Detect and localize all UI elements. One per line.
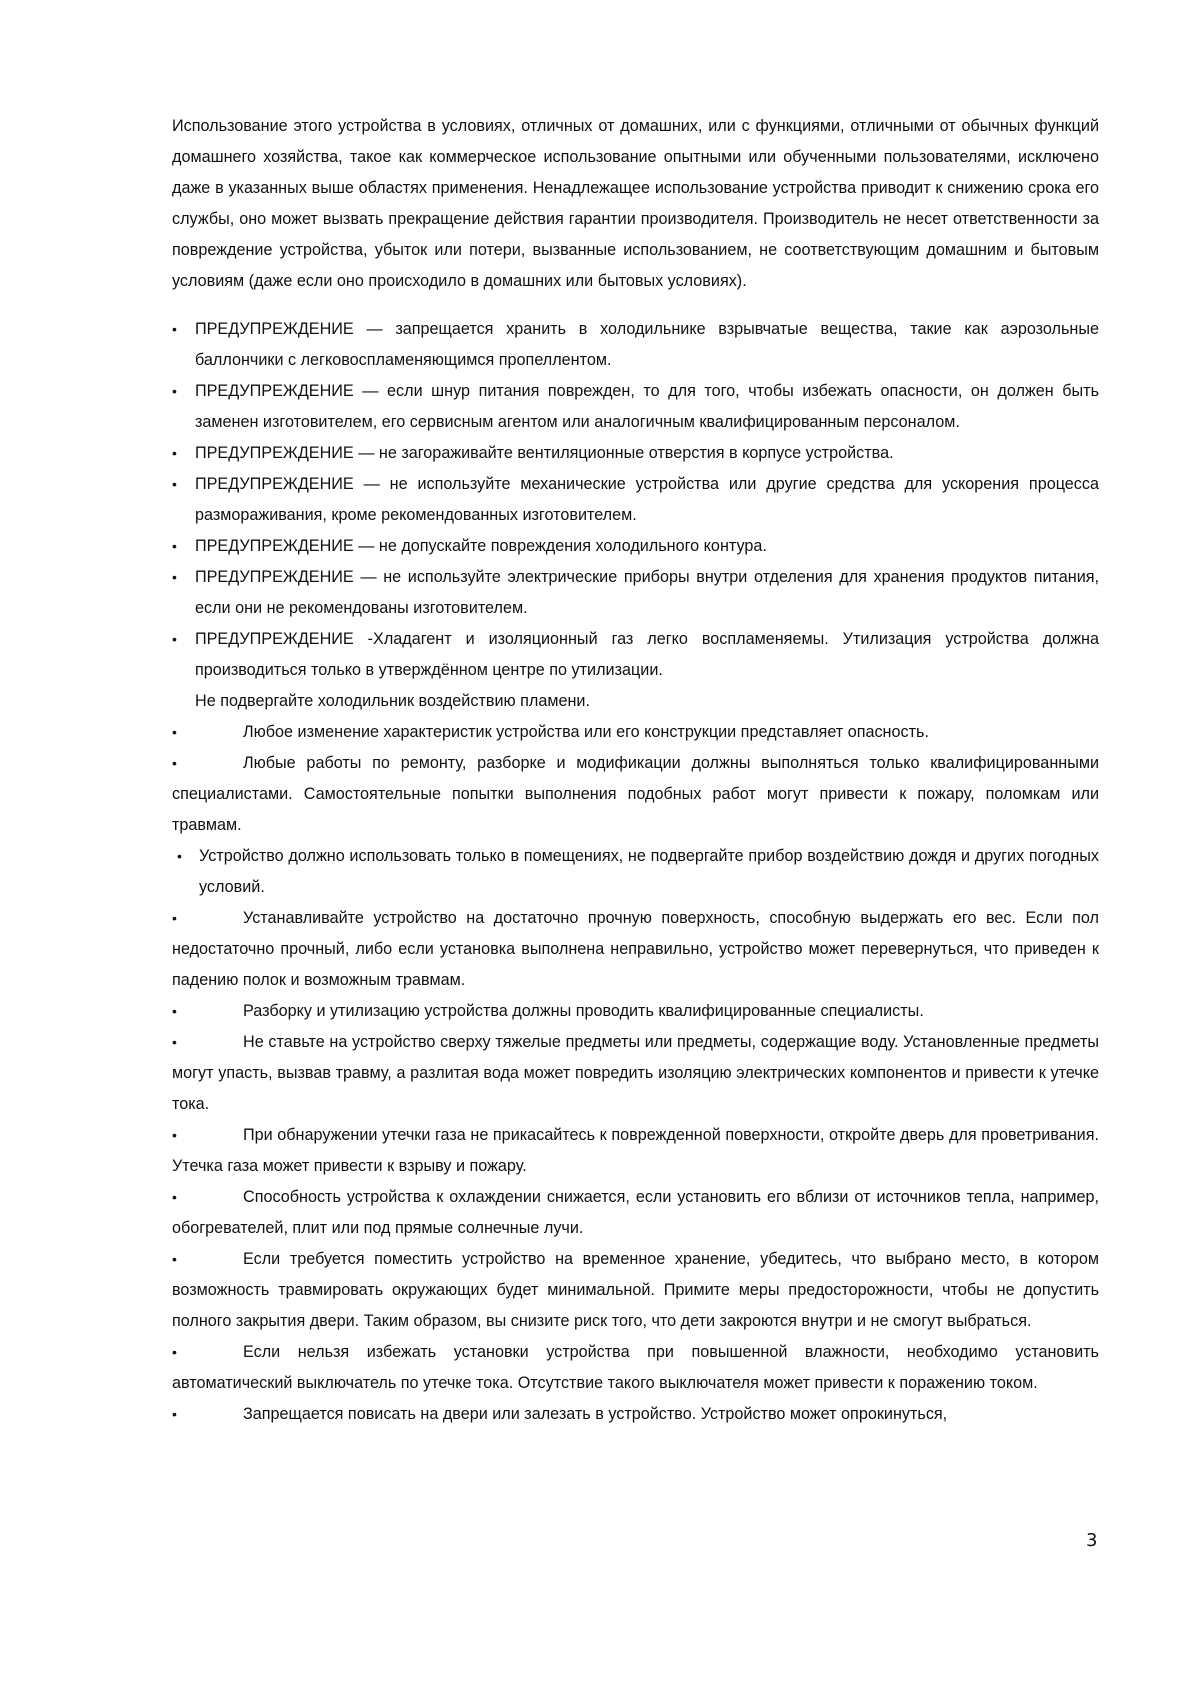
list-item — [172, 717, 1099, 748]
bullet-icon: • — [172, 631, 177, 647]
bullet-icon: • — [172, 383, 177, 399]
list-item — [172, 748, 1099, 841]
list-item-text: Запрещается повисать на двери или залезать в устройство. Устройство может опрокинуться, — [243, 1405, 948, 1423]
safety-warnings-list — [172, 314, 1099, 1430]
document-page — [172, 111, 1099, 1430]
list-item-text: Если нельзя избежать установки устройства при повышенной влажности, необходимо установить автоматический выключатель по утечке тока. Отсутствие такого выключателя может привести к поражению током. — [172, 1343, 1099, 1392]
list-item-text: Любые работы по ремонту, разборке и модификации должны выполняться только квалифицированными специалистами. Самостоятельные попытки выполнения подобных работ могут привести к пожару, поломкам или травмам. — [172, 754, 1099, 834]
bullet-icon: • — [172, 538, 177, 554]
list-item — [172, 1399, 1099, 1430]
list-item-text: При обнаружении утечки газа не прикасайтесь к поврежденной поверхности, откройте дверь для проветривания. Утечка газа может привести к взрыву и пожару. — [172, 1126, 1099, 1175]
bullet-icon: • — [172, 569, 177, 585]
bullet-icon: • — [172, 724, 177, 740]
bullet-icon: • — [172, 1034, 177, 1050]
list-item — [172, 903, 1099, 996]
list-item-text: Устанавливайте устройство на достаточно прочную поверхность, способную выдержать его вес. Если пол недостаточно прочный, либо если установка выполнена неправильно, устройство может перевернуться, что приведен к падению полок и возможным травмам. — [172, 909, 1099, 989]
list-item — [172, 1120, 1099, 1182]
page-number: 3 — [1086, 1530, 1098, 1551]
list-item — [172, 376, 1099, 438]
list-item-text: Способность устройства к охлаждении снижается, если установить его вблизи от источников тепла, например, обогревателей, плит или под прямые солнечные лучи. — [172, 1188, 1099, 1237]
bullet-icon: • — [172, 476, 177, 492]
list-item-text: ПРЕДУПРЕЖДЕНИЕ — запрещается хранить в холодильнике взрывчатые вещества, такие как аэрозольные баллончики с легковоспламеняющимся пропеллентом. — [195, 320, 1099, 369]
bullet-icon: • — [172, 1127, 177, 1143]
bullet-icon: • — [172, 1189, 177, 1205]
list-item-text: ПРЕДУПРЕЖДЕНИЕ — не используйте электрические приборы внутри отделения для хранения продуктов питания, если они не рекомендованы изготовителем. — [195, 568, 1099, 617]
list-item-text: Разборку и утилизацию устройства должны проводить квалифицированные специалисты. — [243, 1002, 924, 1020]
bullet-icon: • — [172, 910, 177, 926]
bullet-icon: • — [172, 445, 177, 461]
list-item-text: Устройство должно использовать только в помещениях, не подвергайте прибор воздействию дождя и других погодных условий. — [199, 847, 1099, 896]
list-item-text: ПРЕДУПРЕЖДЕНИЕ — если шнур питания поврежден, то для того, чтобы избежать опасности, он должен быть заменен изготовителем, его сервисным агентом или аналогичным квалифицированным персоналом. — [195, 382, 1099, 431]
list-item — [172, 438, 1099, 469]
bullet-icon: • — [172, 1344, 177, 1360]
list-item — [172, 1337, 1099, 1399]
list-item — [172, 841, 1099, 903]
intro-paragraph: Использование этого устройства в условиях, отличных от домашних, или с функциями, отличными от обычных функций домашнего хозяйства, такое как коммерческое использование опытными или обученными пользователями, исключено даже в указанных выше областях применения. Ненадлежащее использование устройства приводит к снижению срока его службы, оно может вызвать прекращение действия гарантии производителя. Производитель не несет ответственности за повреждение устройства, убыток или потери, вызванные использованием, не соответствующим домашним и бытовым условиям (даже если оно происходило в домашних или бытовых условиях). — [172, 117, 1099, 290]
list-item-text: ПРЕДУПРЕЖДЕНИЕ — не используйте механические устройства или другие средства для ускорения процесса размораживания, кроме рекомендованных изготовителем. — [195, 475, 1099, 524]
bullet-icon: • — [172, 1003, 177, 1019]
list-item — [172, 531, 1099, 562]
list-item — [172, 314, 1099, 376]
list-item-text-continued: Не подвергайте холодильник воздействию пламени. — [195, 692, 590, 710]
list-item-text: Если требуется поместить устройство на временное хранение, убедитесь, что выбрано место, в котором возможность травмировать окружающих будет минимальной. Примите меры предосторожности, чтобы не допустить полного закрытия двери. Таким образом, вы снизите риск того, что дети закроются внутри и не смогут выбраться. — [172, 1250, 1099, 1330]
bullet-icon: • — [172, 321, 177, 337]
list-item — [172, 624, 1099, 717]
list-item-text: ПРЕДУПРЕЖДЕНИЕ -Хладагент и изоляционный газ легко воспламеняемы. Утилизация устройства должна производиться только в утверждённом центре по утилизации. — [195, 630, 1099, 679]
list-item-text: Любое изменение характеристик устройства или его конструкции представляет опасность. — [243, 723, 929, 741]
bullet-icon: • — [172, 755, 177, 771]
list-item-text: ПРЕДУПРЕЖДЕНИЕ — не допускайте повреждения холодильного контура. — [195, 537, 767, 555]
list-item — [172, 1027, 1099, 1120]
list-item-text: ПРЕДУПРЕЖДЕНИЕ — не загораживайте вентиляционные отверстия в корпусе устройства. — [195, 444, 894, 462]
list-item — [172, 1244, 1099, 1337]
bullet-icon: • — [172, 1251, 177, 1267]
list-item — [172, 562, 1099, 624]
list-item-text: Не ставьте на устройство сверху тяжелые предметы или предметы, содержащие воду. Установленные предметы могут упасть, вызвав травму, а разлитая вода может повредить изоляцию электрических компонентов и привести к утечке тока. — [172, 1033, 1099, 1113]
bullet-icon: • — [177, 848, 182, 864]
list-item — [172, 469, 1099, 531]
list-item — [172, 996, 1099, 1027]
list-item — [172, 1182, 1099, 1244]
bullet-icon: • — [172, 1406, 177, 1422]
